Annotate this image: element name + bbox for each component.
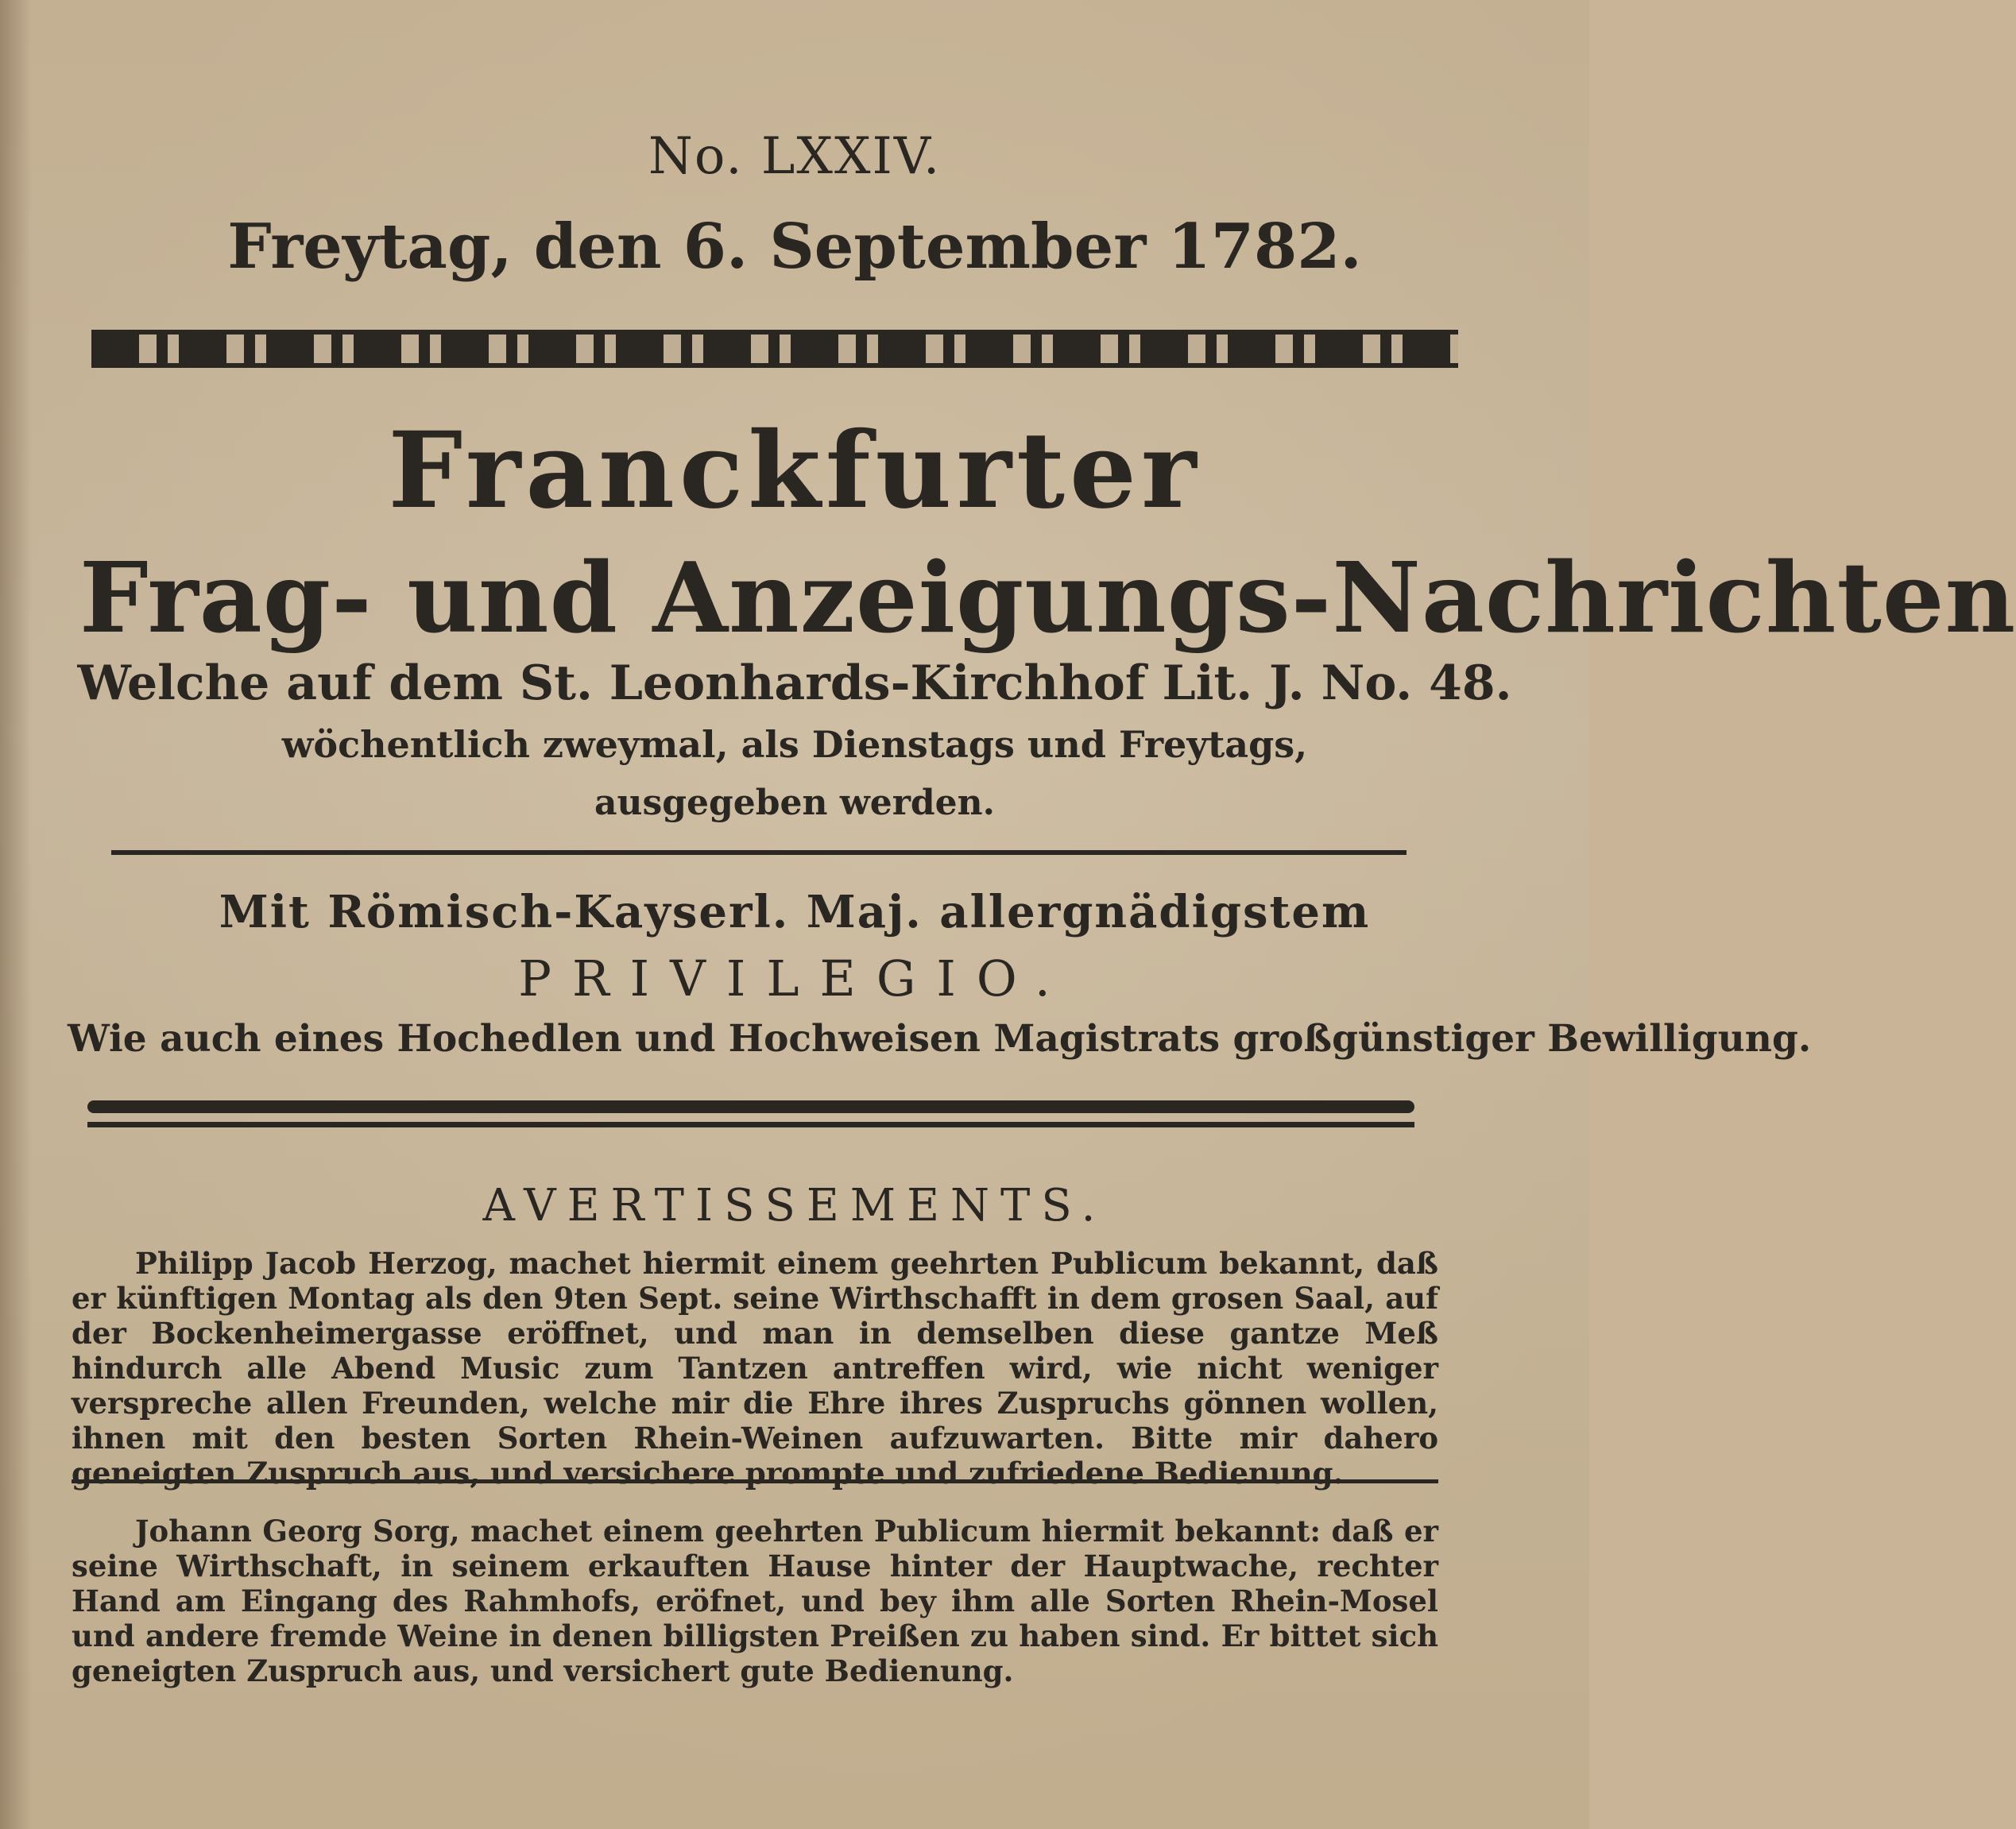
publication-schedule-end: ausgegeben werden. [594,783,995,823]
advertisement [72,1246,1438,1491]
newspaper-title-line1: Franckfurter [388,409,1201,532]
section-heading: AVERTISSEMENTS. [482,1180,1107,1232]
thick-divider-rule [87,1100,1414,1113]
advertisement-text: Philipp Jacob Herzog, machet hiermit einem geehrten Publicum bekannt, daß er künftigen Montag als den 9ten Sept. seine Wirthschafft in dem grosen Saal, auf der Bockenheimergasse eröffnet, und man in demselben diese gantze Meß hindurch alle Abend Music zum Tantzen antreffen wird, wie nicht weniger verspreche allen Freunden, welche mir die Ehre ihres Zuspruchs gönnen wollen, ihnen mit den besten Sorten Rhein-Weinen aufzuwarten. Bitte mir dahero geneigten Zuspruch aus, und versichere prompte und zufriedene Bedienung. [72,1246,1438,1491]
issue-date: Freytag, den 6. September 1782. [227,211,1362,283]
privilege-heading: PRIVILEGIO. [518,949,1071,1007]
ornamental-border [91,330,1458,368]
privilege-line3: Wie auch eines Hochedlen und Hochweisen Magistrats großgünstiger Bewilligung. [68,1017,1812,1061]
publication-schedule: wöchentlich zweymal, als Dienstags und Freytags, [281,723,1308,766]
advertisement [72,1514,1438,1688]
advertisement-text: Johann Georg Sorg, machet einem geehrten Publicum hiermit bekannt: daß er seine Wirthschaft, in seinem erkauften Hause hinter der Hauptwache, rechter Hand am Eingang des Rahmhofs, eröfnet, und bey ihm alle Sorten Rhein-Mosel und andere fremde Weine in denen billigsten Preißen zu haben sind. Er bittet sich geneigten Zuspruch aus, und versichert gute Bedienung. [72,1514,1438,1688]
privilege-line1: Mit Römisch-Kayserl. Maj. allergnädigstem [219,886,1371,938]
issue-number: No. LXXIV. [648,127,942,186]
divider-rule [111,850,1407,855]
advertisement-divider [72,1479,1438,1483]
publisher-address: Welche auf dem St. Leonhards-Kirchhof Lit. J. No. 48. [77,655,1512,711]
thin-divider-rule [87,1122,1414,1127]
newspaper-title-line2: Frag- und Anzeigungs-Nachrichten [79,540,2016,655]
